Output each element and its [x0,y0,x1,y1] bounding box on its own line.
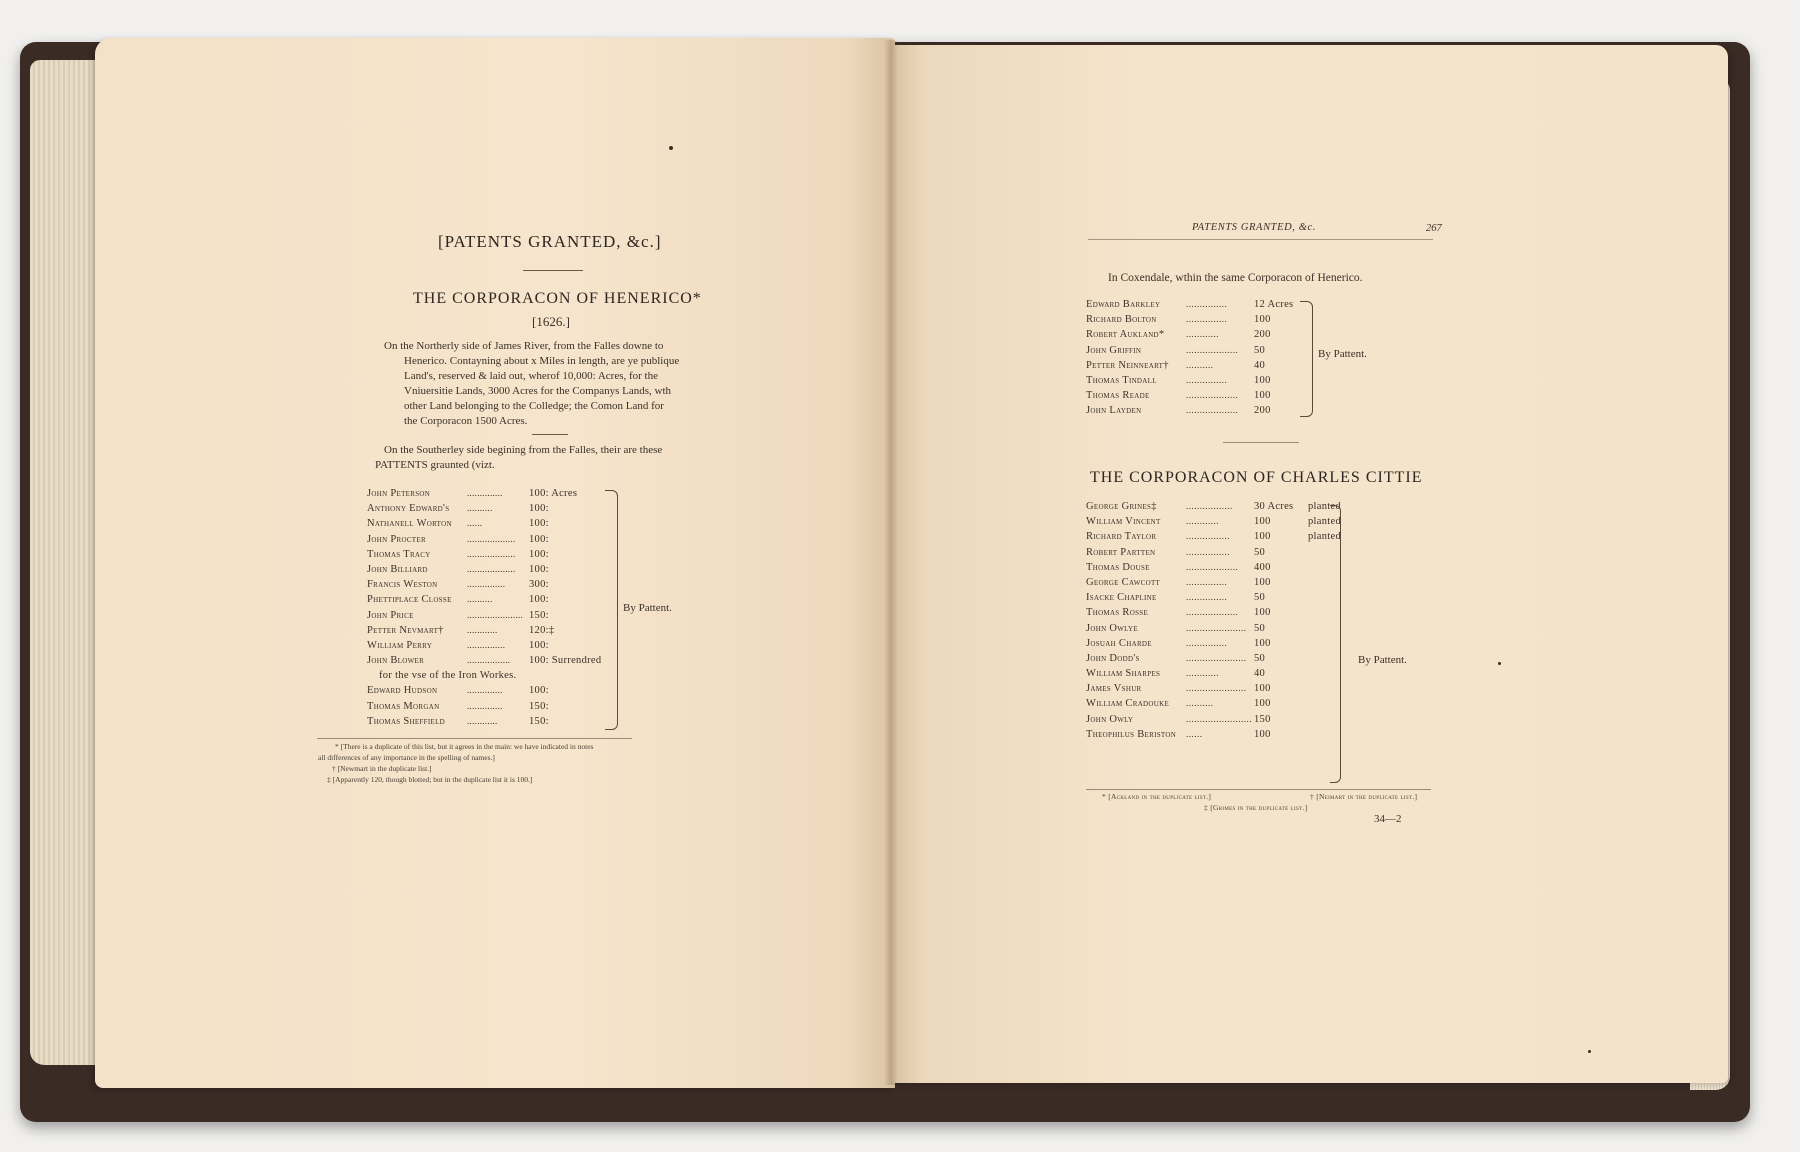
patent-name: George Cawcott [1086,576,1161,588]
acreage-value: 100 [1254,576,1271,588]
list-item [367,532,627,547]
acreage-value: 150: [529,715,549,727]
leader-dots: ................. [1186,501,1233,511]
leader-dots: ............... [1186,374,1228,385]
acreage-value: 100 [1254,637,1271,649]
list-item [1086,403,1286,418]
acreage-value: 200 [1254,329,1271,341]
page-number: 267 [1426,223,1442,234]
acreage-value: 100 [1254,531,1271,543]
list-item [1086,636,1346,651]
leader-dots: .......... [1186,698,1214,709]
acreage-value: 150: [529,609,549,621]
left-page [95,38,895,1088]
planted-note: planted [1308,516,1342,528]
list-item [367,608,627,623]
leader-dots: ................... [1186,561,1239,572]
leader-dots: ................. [467,655,511,666]
list-item [1086,327,1286,342]
acreage-value: 100 [1254,374,1271,386]
acreage-value: 100: [529,639,549,651]
right-page [890,45,1728,1083]
section-rule [1223,442,1299,443]
footnote: ‡ [Apparently 120, though blotted; but in the duplicate list it is 100.] [327,775,533,784]
intro-line: Land's, reserved & laid out, wherof 10,000: Acres, for the [404,370,658,382]
list-item [1086,373,1286,388]
list-item [1086,545,1346,560]
list-item [1086,529,1346,544]
year-label: [1626.] [532,314,570,329]
patent-name: William Vincent [1086,516,1161,528]
patent-name: Isacke Chapline [1086,592,1157,604]
planted-note: planted [1308,501,1342,512]
intro-line: Vniuersitie Lands, 3000 Acres for the Companys Lands, wth [404,385,672,397]
list-item [367,623,627,638]
signature-mark: 34—2 [1374,813,1402,825]
acreage-value: 100: Acres [529,488,578,499]
list-item [367,516,627,531]
coxendale-heading: In Coxendale, wthin the same Corporacon of Henerico. [1108,272,1363,284]
acreage-value: 100 [1254,390,1271,402]
list-item [1086,621,1346,636]
ink-spot [669,146,673,150]
list-item [1086,681,1346,696]
list-item [1086,575,1346,590]
leader-dots: ............... [1186,314,1228,325]
patent-name: John Owlye [1086,622,1138,634]
list-item [367,683,627,698]
patent-name: Richard Bolton [1086,314,1157,326]
acreage-value: 100: [529,548,549,560]
list-item [1086,358,1286,373]
patent-name: Nathanell Worton [367,518,452,530]
acreage-value: 100: [529,563,549,575]
footnote: * [There is a duplicate of this list, but it agrees in the main: we have indicated in notes [335,742,594,751]
southerly-line: On the Southerley side begining from the Falles, their are these [384,444,663,456]
acreage-value: 120:‡ [529,624,555,636]
intro-line: other Land belonging to the Colledge; the Comon Land for [404,400,664,412]
leader-dots: ............... [467,579,506,590]
leader-dots: .......... [467,503,493,514]
leader-dots: ............... [1186,576,1228,587]
leader-dots: .......... [467,594,493,605]
leader-dots: ............... [467,639,506,650]
patent-name: John Billiard [367,563,428,575]
patent-name: Francis Weston [367,579,438,591]
list-item [367,668,627,683]
patent-name: Thomas Tracy [367,548,431,560]
list-item [367,547,627,562]
acreage-value: 100 [1254,728,1271,740]
acreage-value: 100: [529,533,549,545]
section-rule [532,434,568,435]
list-item [367,577,627,592]
list-item [1086,312,1286,327]
patent-name: Thomas Rosse [1086,607,1149,619]
list-item [367,562,627,577]
acreage-value: 12 Acres [1254,299,1294,310]
patent-name: John Layden [1086,405,1142,417]
patent-name: George Grines‡ [1086,501,1157,512]
acreage-value: 50 [1254,652,1266,664]
ink-spot [1588,1050,1591,1053]
list-item [1086,388,1286,403]
planted-note: planted [1308,531,1342,543]
patent-name: John Peterson [367,488,431,499]
leader-dots: ............... [1186,637,1228,648]
acreage-value: 300: [529,579,549,591]
patent-name: Petter Nevmart† [367,624,444,636]
patent-name: John Dodd's [1086,652,1140,664]
acreage-value: 100: [529,594,549,606]
intro-line: On the Northerly side of James River, from the Falles downe to [384,340,664,352]
leader-dots: ............ [467,624,498,635]
leader-dots: ............ [1186,516,1219,527]
leader-dots: ............ [1186,329,1219,340]
acreage-value: 100: [529,518,549,530]
patent-name: Thomas Douse [1086,561,1150,573]
footnote-rule [1086,789,1431,790]
left-patent-list [367,486,627,729]
list-item [367,714,627,729]
charles-brace-label: By Pattent. [1358,654,1407,666]
list-item [367,592,627,607]
list-item [367,638,627,653]
intro-line: Henerico. Contayning about x Miles in length, are ye publique [404,355,680,367]
list-item [1086,727,1346,742]
patent-name: Josuah Charde [1086,637,1152,649]
coxendale-brace-label: By Pattent. [1318,348,1367,360]
patent-name: Anthony Edward's [367,503,450,515]
leader-dots: ................... [1186,607,1239,618]
patent-name: Thomas Tindall [1086,374,1157,386]
running-head-rule [1088,239,1433,240]
leader-dots: .............. [467,685,503,696]
leader-dots: ................ [1186,531,1230,542]
patent-name: William Sharpes [1086,668,1161,680]
patent-name: John Blower [367,655,425,667]
list-item [1086,590,1346,605]
acreage-value: 100 [1254,516,1271,528]
leader-dots: ................ [1186,546,1230,557]
charles-title: THE CORPORACON OF CHARLES CITTIE [1090,469,1423,486]
acreage-value: 200 [1254,405,1271,417]
left-brace [605,490,618,730]
footnote: all differences of any importance in the spelling of names.] [318,753,495,762]
leader-dots: ................... [1186,344,1239,355]
book-gutter [884,40,898,1085]
footnote: * [Ackland in the duplicate list.] [1102,792,1212,801]
running-head: PATENTS GRANTED, &c. [1192,222,1317,233]
leader-dots: ................... [1186,390,1239,401]
list-item [1086,343,1286,358]
coxendale-list [1086,297,1294,419]
patent-name: John Owly [1086,713,1134,725]
list-item [1086,666,1346,681]
patent-name: Phettiplace Closse [367,594,452,606]
patent-name: Thomas Reade [1086,390,1150,402]
acreage-value: 100 [1254,698,1271,710]
leader-dots: ................... [467,533,516,544]
acreage-value: 50 [1254,546,1266,558]
leader-dots: ................... [467,563,516,574]
list-item [367,501,627,516]
list-item [1086,696,1346,711]
patent-name: Robert Aukland* [1086,329,1165,341]
leader-dots: .......... [1186,359,1214,370]
charles-list [1086,499,1346,742]
leader-dots: .............. [467,700,503,711]
acreage-value: 100 [1254,607,1271,619]
list-item [1086,605,1346,620]
leader-dots: ............... [1186,592,1228,603]
list-item [1086,712,1346,727]
patent-name: William Cradouke [1086,698,1170,710]
leader-dots: ...................... [467,609,524,620]
acreage-value: 50 [1254,622,1266,634]
leader-dots: ...................... [1186,622,1247,633]
patent-name: Thomas Sheffield [367,715,446,727]
leader-dots: ............ [1186,668,1219,679]
patent-name: Petter Neinneart† [1086,359,1169,371]
leader-dots: .............. [467,488,503,498]
acreage-value: 150 [1254,713,1271,725]
list-item [1086,560,1346,575]
patent-name: Robert Partten [1086,546,1156,558]
acreage-value: 100: [529,503,549,515]
list-item [1086,499,1346,514]
footnote: † [Newmart in the duplicate list.] [332,764,432,773]
intro-line: the Corporacon 1500 Acres. [404,415,528,427]
patent-name: Richard Taylor [1086,531,1157,543]
footnote: ‡ [Grimes in the duplicate list.] [1204,803,1308,812]
patent-name: for the vse of the Iron Workes. [379,670,517,682]
henerico-title: THE CORPORACON OF HENERICO* [413,290,702,307]
leader-dots: ............... [1186,299,1228,309]
footnote-rule [317,738,632,739]
patent-name: Edward Barkley [1086,299,1161,310]
leader-dots: ...................... [1186,652,1247,663]
leader-dots: ...... [1186,728,1203,739]
acreage-value: 50 [1254,344,1266,356]
acreage-value: 100: [529,685,549,697]
acreage-value: 30 Acres [1254,501,1294,512]
patent-name: John Procter [367,533,426,545]
list-item [367,653,627,668]
acreage-value: 100: Surrendred [529,655,602,667]
patent-name: John Price [367,609,414,621]
patent-name: William Perry [367,639,433,651]
left-brace-label: By Pattent. [623,602,672,614]
list-item [1086,651,1346,666]
list-item [1086,297,1294,312]
header-rule [523,270,583,271]
patent-name: Thomas Morgan [367,700,440,712]
list-item [1086,514,1346,529]
acreage-value: 50 [1254,592,1266,604]
list-item [367,486,627,501]
acreage-value: 400 [1254,561,1271,573]
acreage-value: 40 [1254,359,1266,371]
charles-brace [1330,505,1341,783]
acreage-value: 40 [1254,668,1266,680]
leader-dots: ................... [1186,405,1239,416]
leader-dots: ........................ [1186,713,1252,724]
leader-dots: ............ [467,715,498,726]
acreage-value: 100 [1254,314,1271,326]
southerly-line: PATTENTS graunted (vizt. [375,459,495,471]
ink-spot [1498,662,1501,665]
patent-name: James Vshur [1086,683,1142,695]
left-page-header: [PATENTS GRANTED, &c.] [438,232,662,251]
patent-name: Theophilus Beriston [1086,728,1177,740]
leader-dots: ...................... [1186,683,1247,694]
list-item [367,699,627,714]
leader-dots: ................... [467,548,516,559]
coxendale-brace [1300,301,1313,417]
acreage-value: 150: [529,700,549,712]
patent-name: John Griffin [1086,344,1142,356]
acreage-value: 100 [1254,683,1271,695]
footnote: † [Neimart in the duplicate list.] [1310,792,1418,801]
leader-dots: ...... [467,518,483,529]
patent-name: Edward Hudson [367,685,438,697]
